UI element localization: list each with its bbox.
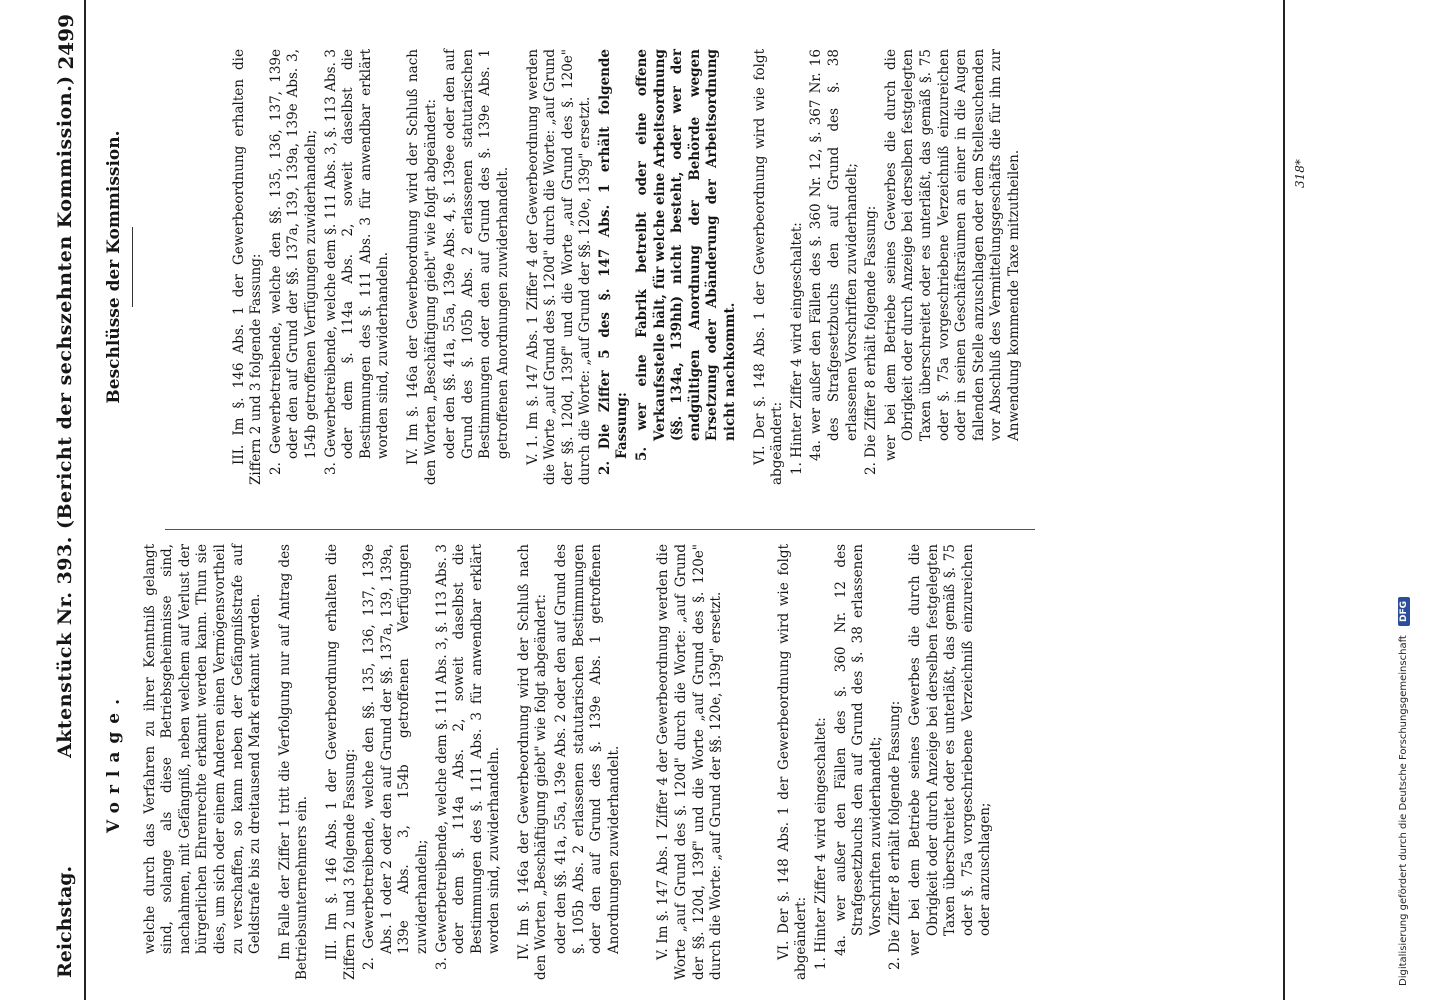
section-v-2-item-5: 5. wer eine Fabrik betreibt oder eine offene Verkaufsstelle hält, für welche eine Arbeitsordnung (§§. 134a, 139hh) nicht besteht, oder wer der endgültigen Anordnung der Behörde wegen Ersetzung oder Abänderung der Arbeitsordnung nicht nachkommt. [634, 49, 739, 461]
header-rule [84, 0, 86, 1000]
section-vi: VI. Der §. 148 Abs. 1 der Gewerbeordnung wird wie folgt abgeändert: [775, 544, 810, 980]
header-center: Aktenstück Nr. 393. (Bericht der sechszehnten Kommission.) [54, 75, 76, 758]
spacer [183, 49, 201, 485]
header-left: Reichstag. [54, 865, 76, 978]
section-vi-item-2: 2. Die Ziffer 8 erhält folgende Fassung: [887, 700, 904, 970]
intro-paragraph-2: Im Falle der Ziffer 1 tritt die Verfolgung nur auf Antrag des Betriebsunternehmers ein. [276, 544, 311, 980]
spacer [201, 49, 219, 485]
heading-rule [132, 227, 133, 307]
credit-text: Digitalisierung gefördert durch die Deutsche Forschungsgemeinschaft [1398, 635, 1409, 986]
column-separator [165, 529, 1035, 530]
signature-mark: 318* [1293, 159, 1307, 188]
intro-paragraph: welche durch das Verfahren zu ihrer Kenntniß gelangt sind, solange als diese Betriebsgeheimnisse sind, nachahmen, mit Gefängniß, neben welchem auf Verlust der bürgerlichen Ehrenrechte erkannt werden kann. Thun sie dies, um sich oder einem Anderen einen Vermögensvortheil zu verschaffen, so kann neben der Gefängnißstrafe auf Geldstrafe bis zu dreitausend Mark erkannt werden. [141, 544, 264, 954]
section-iv: IV. Im §. 146a der Gewerbeordnung wird der Schluß nach den Worten „Beschäftigung giebt" wie folgt abgeändert: [404, 49, 439, 485]
right-column-kommission [100, 49, 1026, 485]
section-iv: IV. Im §. 146a der Gewerbeordnung wird der Schluß nach den Worten „Beschäftigung giebt" wie folgt abgeändert: [515, 544, 550, 980]
footer-rule [1283, 0, 1285, 1000]
right-column-heading: Beschlüsse der Kommission. [104, 130, 124, 404]
section-vi-item-4a: 4a. wer außer den Fällen des §. 360 Nr. 12, §. 367 Nr. 16 des Strafgesetzbuchs den auf Grund des §. 38 erlassenen Vorschriften zuwiderhandelt; [808, 49, 860, 461]
dfg-logo-icon: DFG [1398, 597, 1410, 626]
section-iii: III. Im §. 146 Abs. 1 der Gewerbeordnung erhalten die Ziffern 2 und 3 folgende Fassung: [230, 49, 265, 485]
section-vi-item-2-text: wer bei dem Betriebe seines Gewerbes die durch die Obrigkeit oder durch Anzeige bei derselben festgelegten Taxen überschreitet oder es unterläßt, das gemäß §. 75 oder §. 75a vorgeschriebene Verzeichniß einzureichen oder in seinen Geschäftsräumen an einer in die Augen fallenden Stelle anzuschlagen oder dem Stellesuchenden vor Abschluß des Vermittelungsgeschäfts die für ihn zur Anwendung kommende Taxe mitzutheilen. [882, 49, 1022, 461]
section-iii-item-2: 2. Gewerbetreibende, welche den §§. 135, 136, 137, 139e oder den auf Grund der §§. 137a, 139, 139a, 139e Abs. 3, 154b getroffenen Verfügungen zuwiderhandeln; [267, 49, 319, 475]
section-iii-item-3: 3. Gewerbetreibende, welche dem §. 111 Abs. 3, §. 113 Abs. 3 oder dem §. 114a Abs. 2, soweit daselbst die Bestimmungen des §. 111 Abs. 3 für anwendbar erklärt worden sind, zuwiderhandeln. [322, 49, 392, 475]
section-vi-item-2: 2. Die Ziffer 8 erhält folgende Fassung: [863, 205, 880, 475]
section-iii-item-3: 3. Gewerbetreibende, welche dem §. 111 Abs. 3, §. 113 Abs. 3 oder dem §. 114a Abs. 2, soweit daselbst die Bestimmungen des §. 111 Abs. 3 für anwendbar erklärt worden sind, zuwiderhandeln. [433, 544, 503, 970]
spacer [728, 544, 746, 980]
section-v-1: V. 1. Im §. 147 Abs. 1 Ziffer 4 der Gewerbeordnung werden die Worte „auf Grund des §. 120d" durch die Worte: „auf Grund der §§. 120d, 139f" und die Worte „auf Grund des §. 120e" durch die Worte: „auf Grund der §§. 120e, 139g" ersetzt. [524, 49, 594, 485]
section-iii-item-2: 2. Gewerbetreibende, welche den §§. 135, 136, 137, 139e Abs. 1 oder 2 oder den auf Grund der §§. 137a, 139, 139a, 139e Abs. 3, 154b getroffenen Verfügungen zuwiderhandeln; [361, 544, 430, 970]
spacer [165, 49, 183, 485]
running-header [50, 12, 84, 988]
section-vi-item-4a: 4a. wer außer den Fällen des §. 360 Nr. 12 des Strafgesetzbuchs den auf Grund des §. 38 erlassenen Vorschriften zuwiderhandelt; [832, 544, 884, 956]
left-column-heading: Vorlage. [104, 690, 124, 834]
section-vi-item-1: 1. Hinter Ziffer 4 wird eingeschaltet: [788, 222, 805, 475]
spacer [746, 544, 764, 980]
section-iv-continuation: oder den §§. 41a, 55a, 139e Abs. 2 oder den auf Grund des §. 105b Abs. 2 erlassenen statutarischen Bestimmungen oder den auf Grund des §. 139e Abs. 1 getroffenen Anordnungen zuwiderhandelt. [553, 544, 622, 954]
section-iv-continuation: oder den §§. 41a, 55a, 139e Abs. 4, §. 139ee oder den auf Grund des §. 105b Abs. 2 erlassenen statutarischen Bestimmungen oder den auf Grund des §. 139e Abs. 1 getroffenen Anordnungen zuwiderhandelt. [442, 49, 511, 459]
spacer [147, 49, 165, 485]
section-v: V. Im §. 147 Abs. 1 Ziffer 4 der Gewerbeordnung werden die Worte „auf Grund des §. 120d" durch die Worte: „auf Grund der §§. 120d, 139f" und die Worte „auf Grund des §. 120e" durch die Worte: „auf Grund der §§. 120e, 139g" ersetzt. [655, 544, 725, 980]
left-column-vorlage [100, 544, 997, 980]
spacer [625, 544, 643, 980]
section-vi: VI. Der §. 148 Abs. 1 der Gewerbeordnung wird wie folgt abgeändert: [751, 49, 786, 485]
page-number: 2499 [54, 14, 78, 70]
section-v-2: 2. Die Ziffer 5 des §. 147 Abs. 1 erhält folgende Fassung: [596, 49, 631, 475]
section-iii: III. Im §. 146 Abs. 1 der Gewerbeordnung erhalten die Ziffern 2 und 3 folgende Fassung: [323, 544, 358, 980]
digitization-credit [1398, 6, 1410, 986]
section-vi-item-2-text: wer bei dem Betriebe seines Gewerbes die durch die Obrigkeit oder durch Anzeige bei derselben festgelegten Taxen überschreitet oder es unterläßt, das gemäß §. 75 oder §. 75a vorgeschriebene Verzeichniß einzureichen oder anzuschlagen; [906, 544, 994, 956]
section-vi-item-1: 1. Hinter Ziffer 4 wird eingeschaltet: [813, 717, 829, 970]
